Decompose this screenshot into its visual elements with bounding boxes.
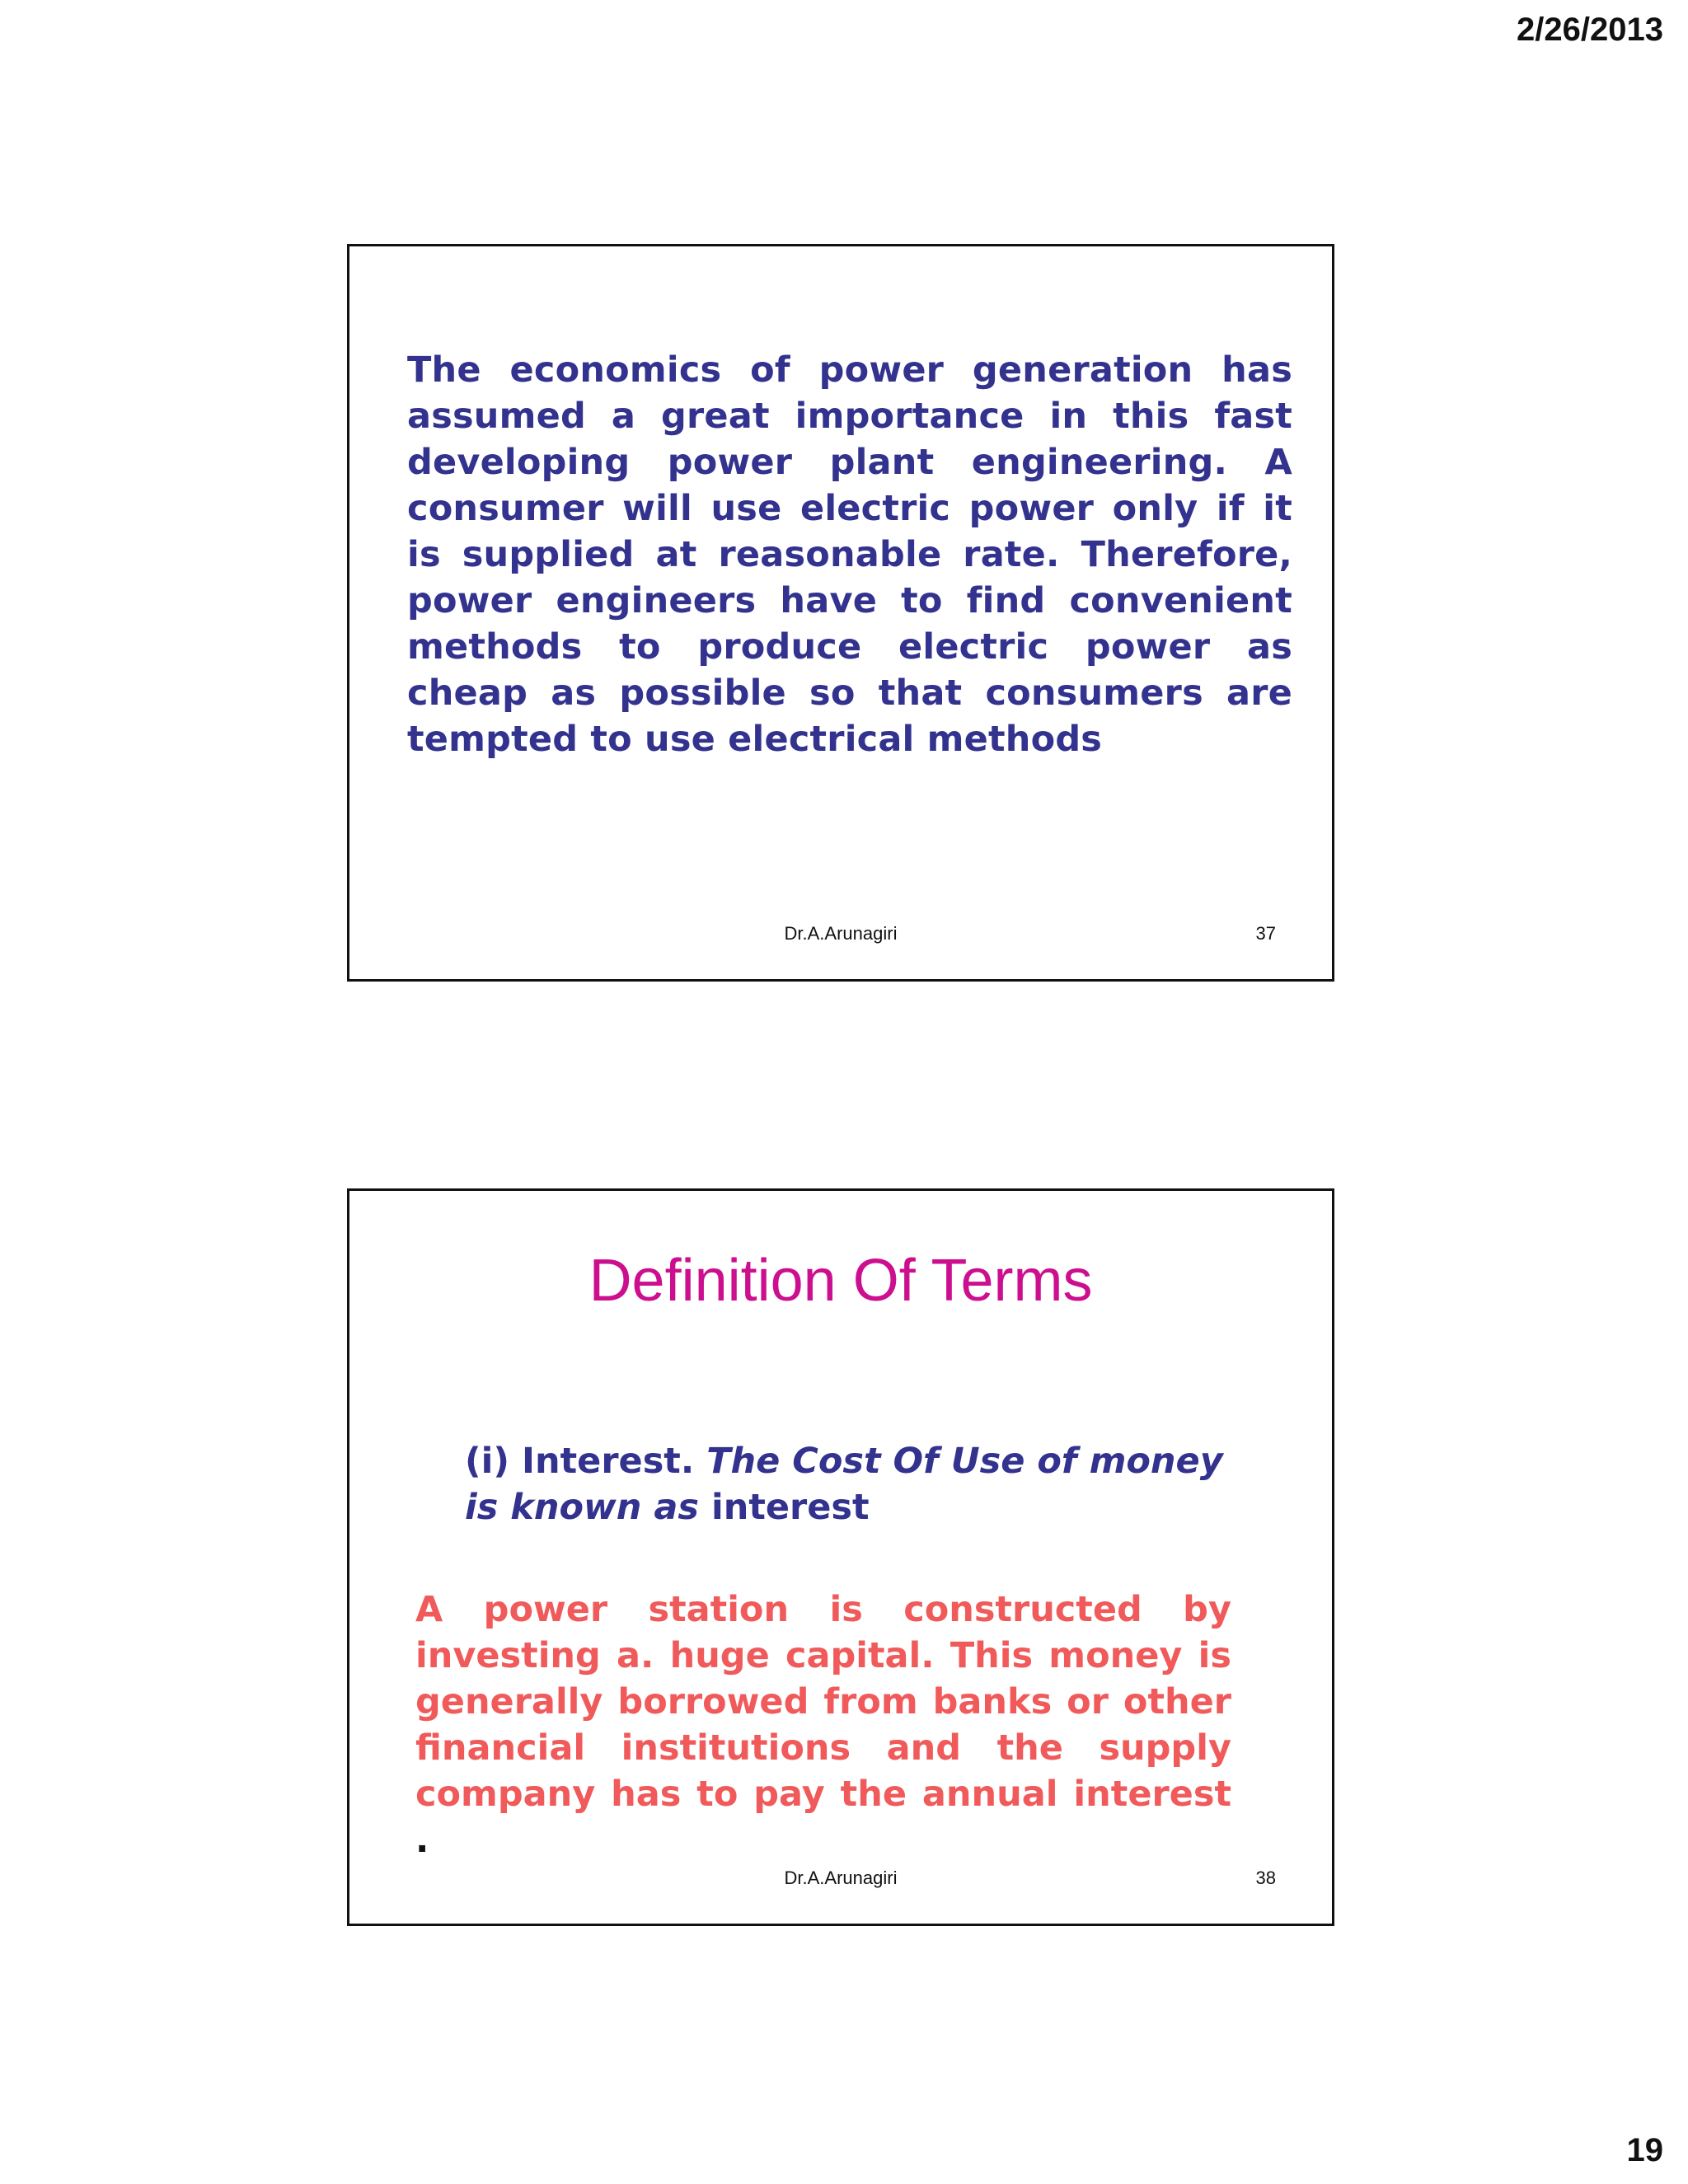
slide-title: Definition Of Terms: [588, 1248, 1093, 1314]
slide-footer-author: Dr.A.Arunagiri: [784, 1868, 898, 1888]
page-number: 19: [1626, 2132, 1663, 2168]
slide-number: 37: [1255, 923, 1276, 944]
slide-37: [347, 244, 1334, 982]
slide-body-paragraph: A power station is constructed by investing a. huge capital. This money is generally borrowed from banks or other financial institutions and the supply company has to pay the annual interest: [415, 1589, 1231, 1815]
interest-word: interest: [710, 1487, 870, 1528]
slide-body-text: The economics of power generation has assumed a great importance in this fast developing power plant engineering. A consumer will use electric power only if it is supplied at reasonable rate. Therefore, power engineers have to find convenient methods to produce electric power as cheap as possible so that consumers are tempted to use electrical methods: [407, 349, 1292, 760]
interest-definition-text: The Cost Of Use of money is known as: [465, 1441, 1223, 1528]
interest-term: (i) Interest.: [465, 1441, 695, 1482]
interest-definition: [465, 1438, 1264, 1530]
slide-footer-author: Dr.A.Arunagiri: [784, 923, 898, 944]
slide-38: [347, 1188, 1334, 1926]
slide-body-text: [415, 1586, 1231, 1863]
slide-body-end: .: [415, 1820, 429, 1861]
slide-number: 38: [1255, 1868, 1276, 1888]
page-date: 2/26/2013: [1517, 12, 1663, 48]
